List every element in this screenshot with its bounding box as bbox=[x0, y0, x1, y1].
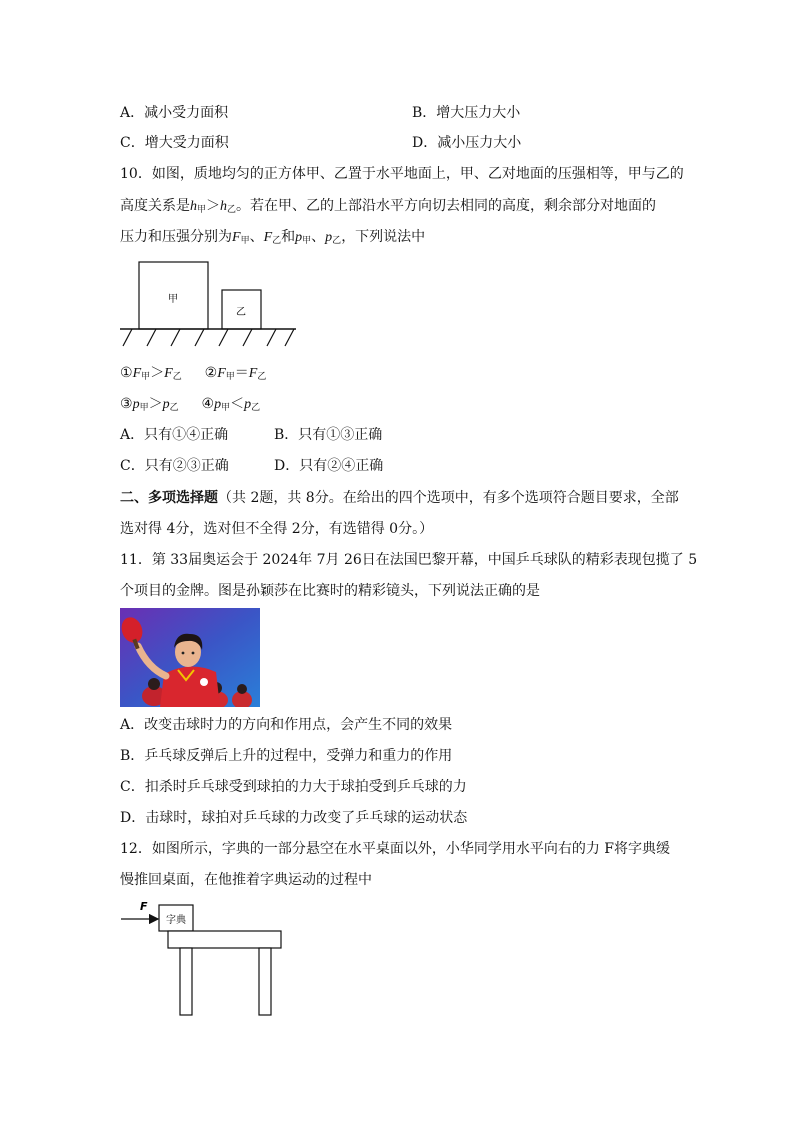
cube-yi-label: 乙 bbox=[236, 307, 246, 318]
q10-stem-line1: 10．如图，质地均匀的正方体甲、乙置于水平地面上，甲、乙对地面的压强相等，甲与乙的 bbox=[120, 166, 684, 182]
q11-option-c: C．扣杀时乒乓球受到球拍的力大于球拍受到乒乓球的力 bbox=[120, 779, 467, 795]
q10-stem-line3: 压力和压强分别为$F_甲$、$F_乙$和$p_甲$、$p_乙$，下列说法中 bbox=[120, 229, 426, 246]
q10-stem-line2: 高度关系是$h_甲>h_乙$。若在甲、乙的上部沿水平方向切去相同的高度，剩余部分对地面的 bbox=[120, 198, 657, 215]
q10-statements-1-2: $①F_甲>F_乙$ $②F_甲=F_乙$ bbox=[120, 365, 267, 382]
q9-option-c: C．增大受力面积 bbox=[120, 135, 229, 151]
table-leg-left bbox=[180, 948, 192, 1015]
section2-header-line2: 选对得 4分，选对但不全得 2分，有选错得 0分。） bbox=[120, 521, 434, 537]
table-top bbox=[168, 931, 281, 948]
dictionary-label: 字典 bbox=[166, 915, 186, 926]
cube-jia-label: 甲 bbox=[168, 294, 178, 305]
q11-stem-line2: 个项目的金牌。图是孙颖莎在比赛时的精彩镜头，下列说法正确的是 bbox=[120, 583, 540, 599]
q12-dictionary-figure bbox=[118, 896, 288, 1020]
q10-option-b: B．只有①③正确 bbox=[274, 427, 383, 443]
q12-stem-line1: 12．如图所示，字典的一部分悬空在水平桌面以外，小华同学用水平向右的力 F将字典缓 bbox=[120, 841, 670, 857]
q11-stem-line1: 11．第 33届奥运会于 2024年 7月 26日在法国巴黎开幕，中国乒乓球队的精彩表现包揽了 5 bbox=[120, 552, 698, 568]
q10-option-c: C．只有②③正确 bbox=[120, 458, 229, 474]
section2-header-line1: 二、多项选择题（共 2题，共 8分。在给出的四个选项中，有多个选项符合题目要求，全部 bbox=[120, 490, 679, 506]
q12-stem-line2: 慢推回桌面，在他推着字典运动的过程中 bbox=[120, 872, 372, 888]
q10-option-a: A．只有①④正确 bbox=[120, 427, 229, 443]
ground-hatching bbox=[123, 329, 294, 346]
q9-option-a: A．减小受力面积 bbox=[120, 105, 229, 121]
q10-statements-3-4: $③p_甲>p_乙$ $④p_甲<p_乙$ bbox=[120, 396, 261, 413]
q10-cubes-figure bbox=[118, 258, 300, 350]
table-leg-right bbox=[259, 948, 271, 1015]
q9-option-d: D．减小压力大小 bbox=[412, 135, 522, 151]
q9-option-b: B．增大压力大小 bbox=[412, 105, 521, 121]
table-tennis-photo bbox=[120, 608, 260, 707]
q11-option-a: A．改变击球时力的方向和作用点，会产生不同的效果 bbox=[120, 717, 453, 733]
q11-option-b: B．乒乓球反弹后上升的过程中，受弹力和重力的作用 bbox=[120, 748, 453, 764]
section2-title: 二、多项选择题 bbox=[120, 490, 218, 506]
q11-option-d: D．击球时，球拍对乒乓球的力改变了乒乓球的运动状态 bbox=[120, 810, 468, 826]
q10-option-d: D．只有②④正确 bbox=[274, 458, 384, 474]
force-label: F bbox=[140, 900, 148, 913]
